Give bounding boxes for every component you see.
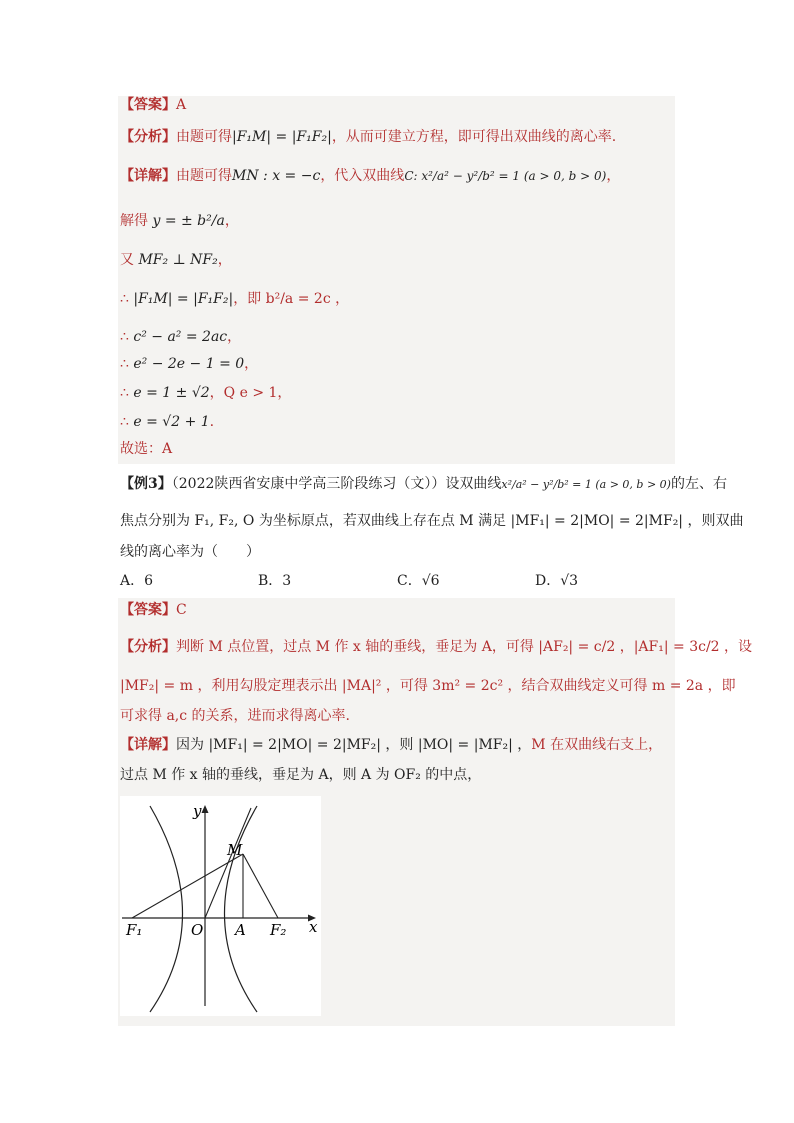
step-line: 又 MF₂ ⊥ NF₂， (120, 252, 232, 268)
example-formula: x²/a² − y²/b² = 1 (a > 0, b > 0) (501, 478, 671, 491)
analysis-1 (120, 127, 676, 147)
line-m-f2 (243, 854, 278, 918)
detail-2-line-2 (120, 765, 676, 785)
answer-tag: 【答案】 (120, 602, 176, 618)
analysis-tag: 【分析】 (120, 129, 176, 145)
option-a: A．6 (120, 573, 154, 589)
option-c: C．√6 (397, 573, 440, 589)
hyperbola-diagram (120, 796, 321, 1016)
detail-formula-1: MN : x = −c (232, 168, 321, 184)
detail-post: ， (606, 168, 621, 184)
right-branch (225, 806, 258, 1012)
analysis-2-line-3 (120, 706, 676, 726)
option-d: D．√3 (535, 573, 579, 589)
option-b: B．3 (258, 573, 292, 589)
example-tag: 【例3】 (120, 476, 172, 492)
answer-2 (120, 600, 676, 620)
step-line: ∴ e² − 2e − 1 = 0， (120, 356, 259, 372)
label-o: O (191, 921, 204, 939)
detail-text-2: 过点 M 作 x 轴的垂线，垂足为 A，则 A 为 OF₂ 的中点， (120, 767, 482, 783)
example-source: （2022陕西省安康中学高三阶段练习（文）） (171, 476, 446, 492)
step-line: ∴ e = 1 ± √2，Q e > 1， (120, 385, 292, 401)
example-text-2: 焦点分别为 F₁, F₂, O 为坐标原点，若双曲线上存在点 M 满足 |MF₁| = 2|MO| = 2|MF₂| ，则双曲 (120, 513, 744, 529)
example-3-line-3 (120, 542, 676, 562)
answer-value: A (176, 97, 187, 113)
answer-1 (120, 95, 676, 115)
analysis-2-line-2 (120, 676, 736, 696)
label-f2: F₂ (270, 921, 287, 939)
example-3-line-1 (120, 474, 727, 495)
example-text-3: 线的离心率为（ ） (120, 544, 260, 560)
detail-text-red: M 在双曲线右支上， (531, 737, 663, 753)
step-line: ∴ c² − a² = 2ac， (120, 329, 242, 345)
analysis-formula: |F₁M| = |F₁F₂| (232, 129, 332, 145)
analysis-tag: 【分析】 (120, 639, 176, 655)
line-o-m (205, 808, 251, 918)
label-a: A (235, 921, 246, 939)
answer-value: C (176, 602, 187, 618)
answer-tag: 【答案】 (120, 97, 176, 113)
left-branch (150, 806, 183, 1012)
detail-tag: 【详解】 (120, 168, 176, 184)
analysis-post: ，从而可建立方程，即可得出双曲线的离心率. (331, 129, 617, 145)
example-pre: 设双曲线 (445, 476, 502, 492)
choice-label: 故选： (120, 441, 162, 457)
step-line: ∴ e = √2 + 1. (120, 414, 215, 430)
choice-1 (120, 439, 676, 459)
label-x: x (309, 918, 318, 936)
analysis-pre: 由题可得 (176, 129, 232, 145)
solution-band-1 (118, 96, 675, 464)
label-y: y (193, 802, 202, 820)
detail-tag: 【详解】 (120, 737, 176, 753)
label-f1: F₁ (126, 921, 143, 939)
label-m: M (227, 841, 243, 859)
analysis-2-line-1 (120, 637, 753, 657)
choice-value: A (162, 441, 173, 457)
analysis-text-3: 可求得 a,c 的关系，进而求得离心率. (120, 708, 350, 724)
detail-pre: 由题可得 (176, 168, 232, 184)
analysis-text-1: 判断 M 点位置，过点 M 作 x 轴的垂线，垂足为 A，可得 |AF₂| = c/2 ，|AF₁| = 3c/2 ，设 (176, 639, 753, 655)
y-axis-arrow (202, 805, 209, 813)
step-line: 解得 y = ± b²/a， (120, 213, 239, 229)
example-post: 的左、右 (670, 476, 727, 492)
step-line: ∴ |F₁M| = |F₁F₂|，即 b²/a = 2c ， (120, 291, 350, 307)
hyperbola-figure (120, 796, 321, 1016)
detail-1 (120, 166, 676, 186)
analysis-text-2: |MF₂| = m ，利用勾股定理表示出 |MA|² ，可得 3m² = 2c² ，结合双曲线定义可得 m = 2a ，即 (120, 678, 736, 694)
example-3-line-2 (120, 511, 744, 531)
detail-2-line-1 (120, 735, 676, 755)
detail-formula-2: C: x²/a² − y²/b² = 1 (a > 0, b > 0) (404, 169, 607, 183)
detail-text-1: 因为 |MF₁| = 2|MO| = 2|MF₂| ，则 |MO| = |MF₂| ， (176, 737, 532, 753)
detail-mid: ，代入双曲线 (320, 168, 405, 184)
